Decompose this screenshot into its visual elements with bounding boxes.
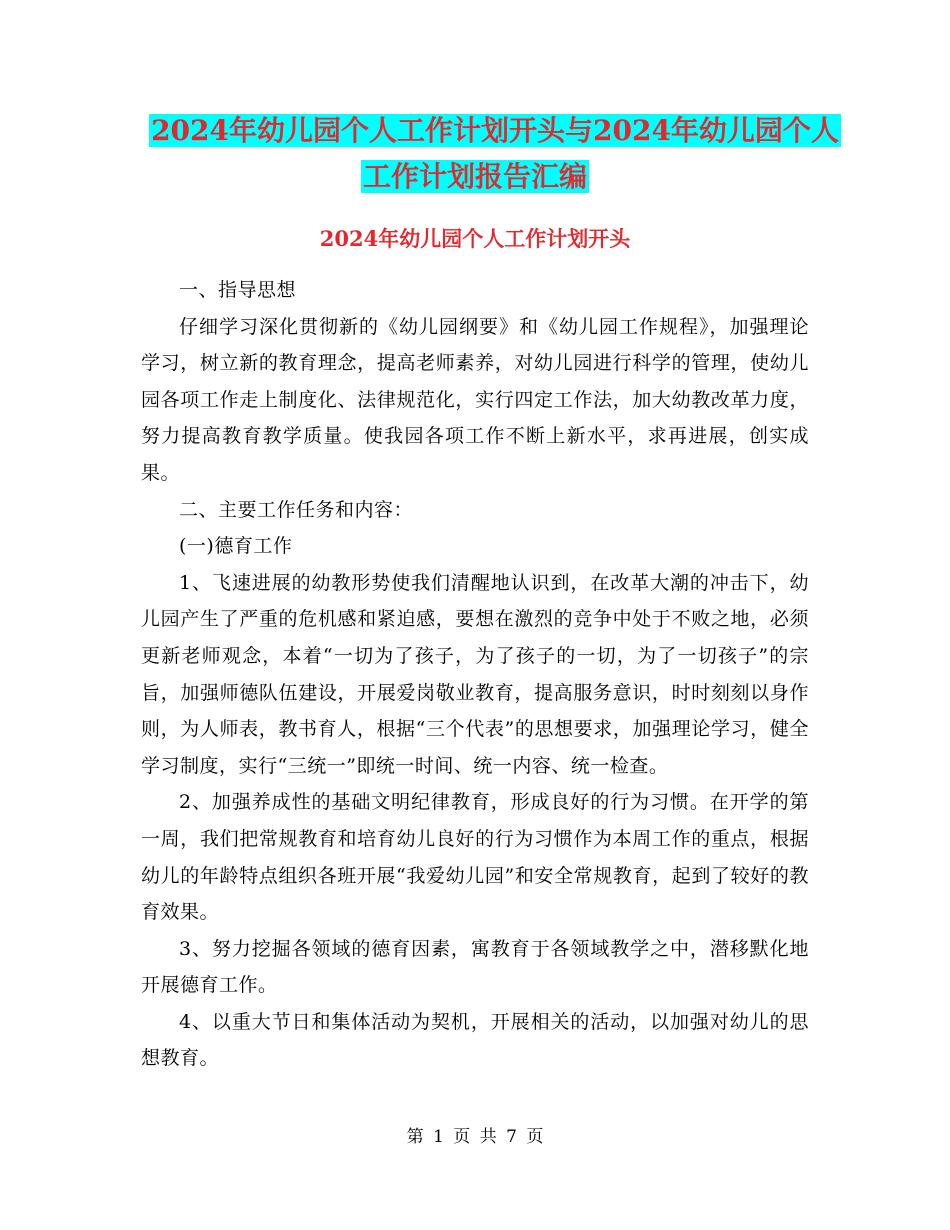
body-paragraph: 2、加强养成性的基础文明纪律教育，形成良好的行为习惯。在开学的第一周，我们把常规教育和培育幼儿良好的行为习惯作为本周工作的重点，根据幼儿的年龄特点组织各班开展“我爱幼儿园”和安全常规教育，起到了较好的教育效果。: [141, 791, 809, 924]
title-highlight: 工作计划报告汇编: [362, 160, 587, 193]
body-paragraph: 3、努力挖掘各领域的德育因素，寓教育于各领域教学之中，潜移默化地开展德育工作。: [141, 937, 809, 997]
heading-moral-education: (一)德育工作: [179, 535, 293, 558]
document-title-line-1: [20, 108, 950, 154]
page-footer: 第 1 页 共 7 页: [406, 1127, 544, 1147]
document-title-line-2: [0, 154, 950, 200]
heading-guiding-ideology: 一、指导思想: [179, 279, 297, 301]
document-body: [141, 272, 809, 1077]
title-highlight: 2024年幼儿园个人工作计划开头与2024年幼儿园个人: [151, 114, 839, 147]
body-paragraph: 4、以重大节日和集体活动为契机，开展相关的活动，以加强对幼儿的思想教育。: [141, 1010, 809, 1070]
heading-main-tasks: 二、主要工作任务和内容：: [179, 498, 414, 521]
body-paragraph: 1、飞速进展的幼教形势使我们清醒地认识到，在改革大潮的冲击下，幼儿园产生了严重的危机感和紧迫感，要想在激烈的竞争中处于不败之地，必须更新老师观念，本着“一切为了孩子，为了孩子的一切，为了一切孩子”的宗旨，加强师德队伍建设，开展爱岗敬业教育，提高服务意识，时时刻刻以身作则，为人师表，教书育人，根据“三个代表”的思想要求，加强理论学习，健全学习制度，实行“三统一”即统一时间、统一内容、统一检查。: [141, 571, 809, 777]
section-title: 2024年幼儿园个人工作计划开头: [319, 226, 631, 251]
body-paragraph: 仔细学习深化贯彻新的《幼儿园纲要》和《幼儿园工作规程》，加强理论学习，树立新的教育理念，提高老师素养，对幼儿园进行科学的管理，使幼儿园各项工作走上制度化、法律规范化，实行四定工作法，加大幼教改革力度，努力提高教育教学质量。使我园各项工作不断上新水平，求再进展，创实成果。: [141, 315, 809, 484]
